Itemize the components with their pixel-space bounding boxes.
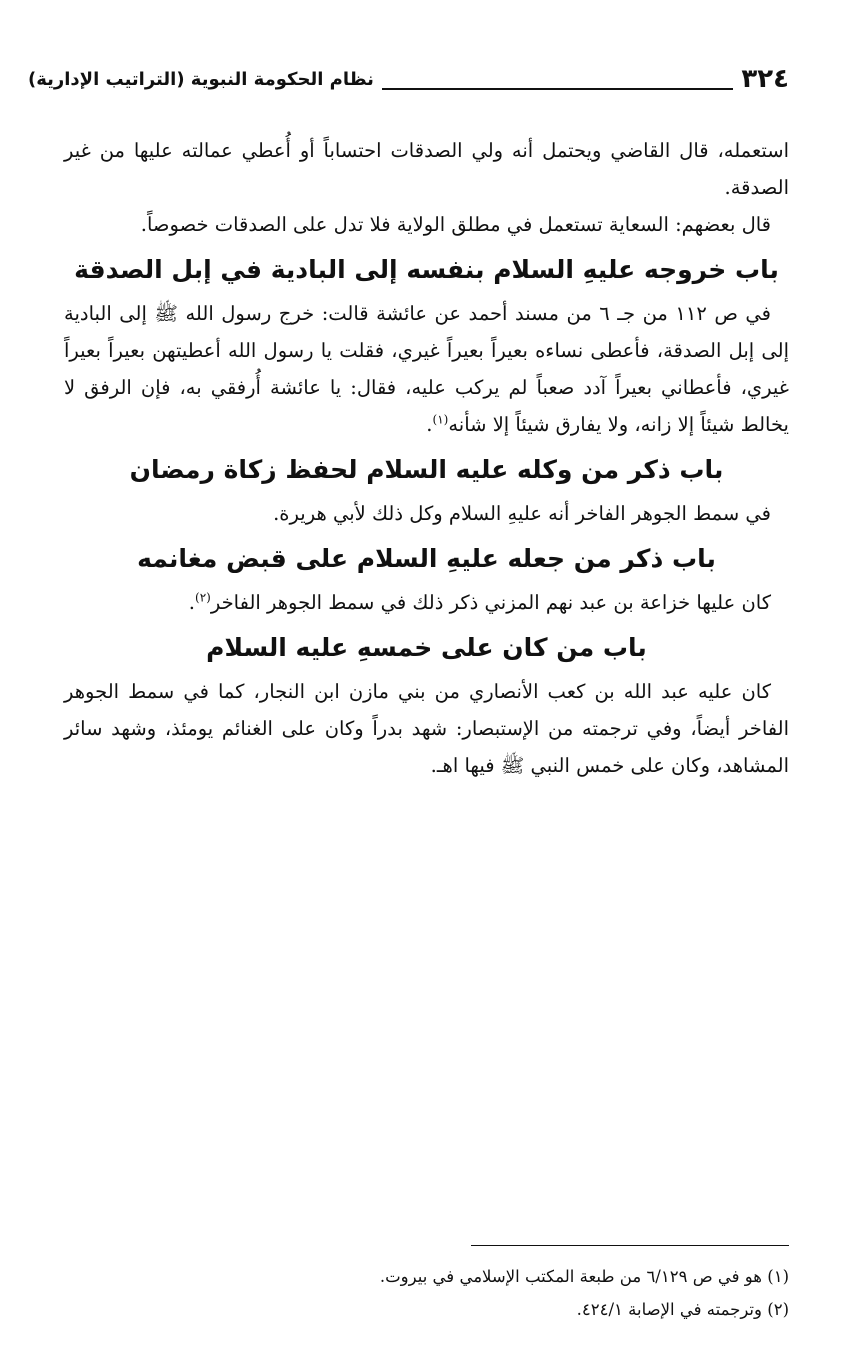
paragraph: استعمله، قال القاضي ويحتمل أنه ولي الصدقات احتساباً أو أُعطي عمالته عليها من غير الصدقة. [64,139,789,199]
paragraph: كان عليه عبد الله بن كعب الأنصاري من بني مازن ابن النجار، كما في سمط الجوهر الفاخر أيضاً، وفي ترجمته من الإستبصار: شهد بدراً وكان على الغنائم يومئذ، وشهد سائر المشاهد، وكان على خمس النبي ﷺ فيها اهـ. [64,680,789,777]
footnote: (٢) وترجمته في الإصابة ٤٢٤/١. [576,1300,789,1319]
section-heading: باب من كان على خمسهِ عليه السلام [206,633,647,662]
main-text [64,132,789,784]
footnote-reference: (١) [432,412,449,427]
section-heading: باب ذكر من جعله عليهِ السلام على قبض مغانمه [137,544,716,573]
paragraph: كان عليها خزاعة بن عبد نهم المزني ذكر ذلك في سمط الجوهر الفاخر$^{(٢)}$. [188,590,771,614]
footnote-separator [471,1245,789,1246]
section-heading: باب خروجه عليهِ السلام بنفسه إلى البادية في إبل الصدقة [74,255,779,284]
page-number: ٣٢٤ [741,64,789,94]
footnote: (١) هو في ص ٦/١٢٩ من طبعة المكتب الإسلامي في بيروت. [379,1267,789,1286]
header-rule [382,87,734,90]
paragraph: في سمط الجوهر الفاخر أنه عليهِ السلام وكل ذلك لأبي هريرة. [273,502,771,525]
running-header [28,58,789,94]
paragraph: في ص ١١٢ من جـ ٦ من مسند أحمد عن عائشة قالت: خرج رسول الله ﷺ إلى البادية إلى إبل الصدقة، فأعطى نساءه بعيراً بعيراً غيري، فقلت يا رسول الله أعطيتهن بعيراً بعيراً غيري، فأعطاني بعيراً آدد صعباً لم يركب عليه، فقال: يا عائشة أُرفقي به، فإن الرفق لا يخالط شيئاً إلا زانه، ولا يفارق شيئاً إلا شأنه$^{(١)}$. [64,302,789,436]
footnote-reference: (٢) [195,590,211,605]
footnotes [64,1260,789,1326]
paragraph: قال بعضهم: السعاية تستعمل في مطلق الولاية فلا تدل على الصدقات خصوصاً. [140,213,771,236]
book-title: نظام الحكومة النبوية (التراتيب الإدارية) [28,69,374,90]
section-heading: باب ذكر من وكله عليه السلام لحفظ زكاة رمضان [129,455,724,484]
